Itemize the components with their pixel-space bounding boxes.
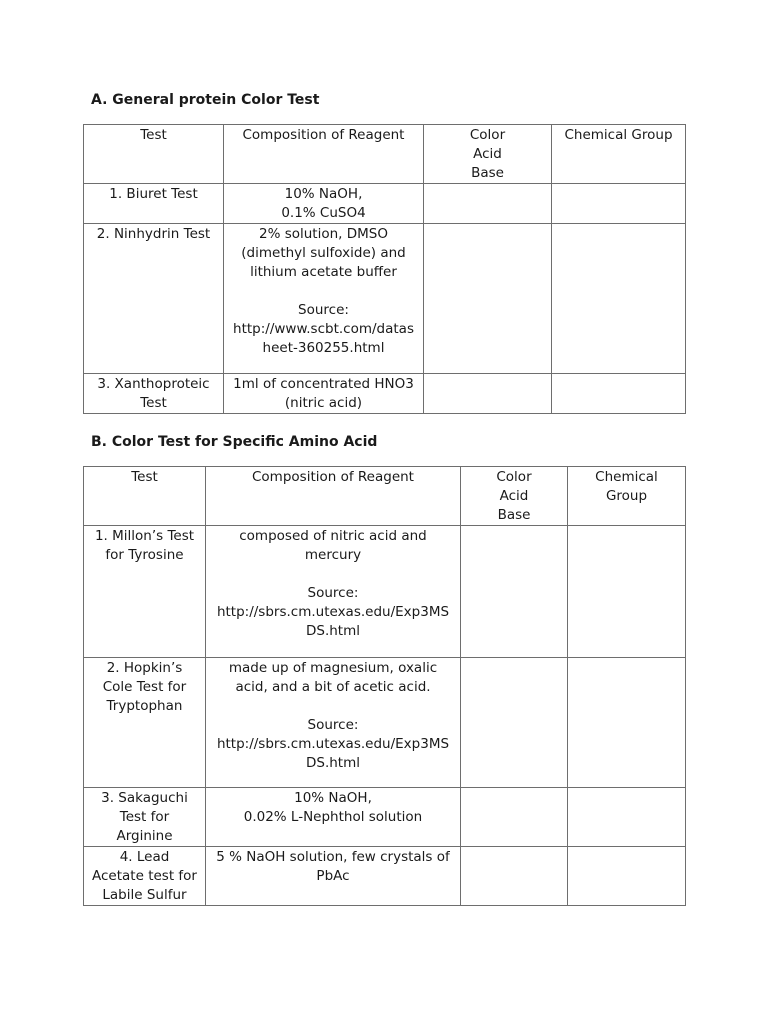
test-name-cell: 2. Hopkin’s Cole Test for Tryptophan (84, 658, 206, 788)
section-b-heading: B. Color Test for Specific Amino Acid (91, 434, 378, 450)
chemical-group-cell (568, 788, 686, 847)
specific-amino-acid-color-test-table (83, 466, 686, 906)
reagent-cell: 2% solution, DMSO (dimethyl sulfoxide) and lithium acetate buffer Source: http://www.scbt.com/datas heet-360255.html (224, 224, 424, 374)
table-row (84, 224, 686, 374)
table-row (84, 526, 686, 658)
test-name-cell: 4. Lead Acetate test for Labile Sulfur (84, 847, 206, 906)
color-cell (461, 658, 568, 788)
chemical-group-cell (552, 184, 686, 224)
reagent-cell: made up of magnesium, oxalic acid, and a bit of acetic acid. Source: http://sbrs.cm.utexas.edu/Exp3MS DS.html (206, 658, 461, 788)
header-test: Test (84, 467, 206, 526)
chemical-group-cell (568, 658, 686, 788)
color-cell (424, 184, 552, 224)
header-color: Color Acid Base (424, 125, 552, 184)
chemical-group-cell (568, 526, 686, 658)
chemical-group-cell (552, 224, 686, 374)
table-row (84, 374, 686, 414)
section-a-heading: A. General protein Color Test (91, 92, 320, 108)
header-chemical-group: Chemical Group (568, 467, 686, 526)
color-cell (424, 224, 552, 374)
test-name-cell: 2. Ninhydrin Test (84, 224, 224, 374)
test-name-cell: 3. Sakaguchi Test for Arginine (84, 788, 206, 847)
table-row (84, 788, 686, 847)
color-cell (424, 374, 552, 414)
table-row (84, 658, 686, 788)
chemical-group-cell (568, 847, 686, 906)
reagent-cell: composed of nitric acid and mercury Source: http://sbrs.cm.utexas.edu/Exp3MS DS.html (206, 526, 461, 658)
reagent-cell: 5 % NaOH solution, few crystals of PbAc (206, 847, 461, 906)
table-row (84, 847, 686, 906)
test-name-cell: 1. Millon’s Test for Tyrosine (84, 526, 206, 658)
header-color: Color Acid Base (461, 467, 568, 526)
header-reagent: Composition of Reagent (224, 125, 424, 184)
test-name-cell: 1. Biuret Test (84, 184, 224, 224)
color-cell (461, 526, 568, 658)
header-reagent: Composition of Reagent (206, 467, 461, 526)
test-name-cell: 3. Xanthoproteic Test (84, 374, 224, 414)
table-row (84, 184, 686, 224)
table-header-row (84, 467, 686, 526)
general-protein-color-test-table (83, 124, 686, 414)
table-header-row (84, 125, 686, 184)
header-chemical-group: Chemical Group (552, 125, 686, 184)
header-test: Test (84, 125, 224, 184)
color-cell (461, 788, 568, 847)
color-cell (461, 847, 568, 906)
chemical-group-cell (552, 374, 686, 414)
reagent-cell: 10% NaOH, 0.1% CuSO4 (224, 184, 424, 224)
reagent-cell: 10% NaOH, 0.02% L-Nephthol solution (206, 788, 461, 847)
reagent-cell: 1ml of concentrated HNO3 (nitric acid) (224, 374, 424, 414)
